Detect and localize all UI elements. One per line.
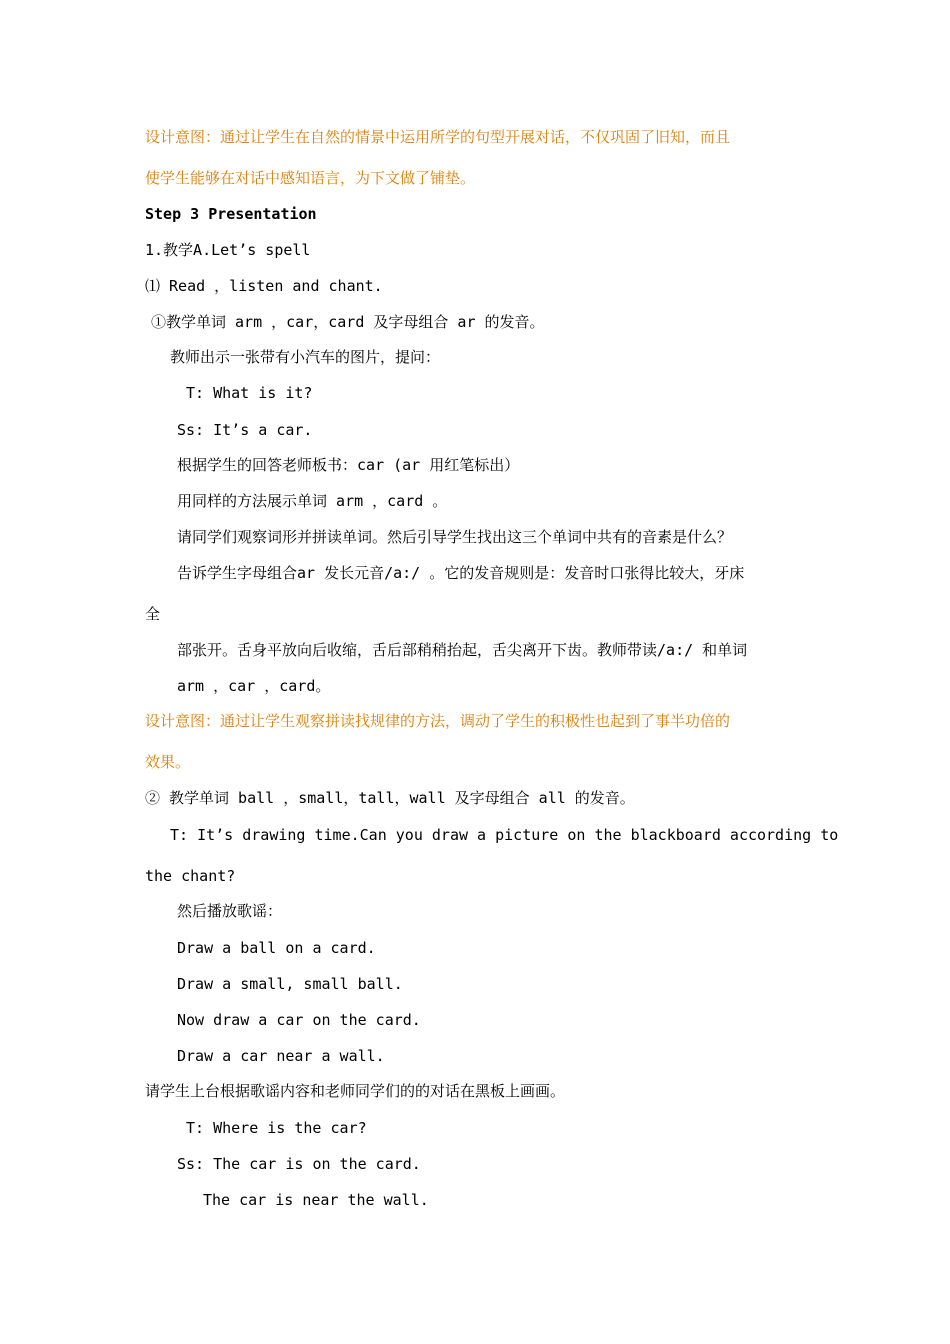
design-intent-2-line2: 效果。 xyxy=(145,753,191,771)
play-chant-note: 然后播放歌谣： xyxy=(177,902,283,920)
chant-line: Draw a small, small ball. xyxy=(177,975,403,993)
point-2-all-words: ② 教学单词 ball ，small，tall，wall 及字母组合 all 的发音。 xyxy=(145,789,635,807)
pronunciation-rule-line2: 全 xyxy=(145,605,161,623)
chant-line: Draw a car near a wall. xyxy=(177,1047,385,1065)
students-draw-instruction: 请学生上台根据歌谣内容和老师同学们的的对话在黑板上画画。 xyxy=(145,1082,566,1100)
pronunciation-rule-line1: 告诉学生字母组合ar 发长元音/a:/ 。它的发音规则是：发音时口张得比较大，牙床 xyxy=(177,564,745,582)
sub-item-read-listen-chant: ⑴ Read ，listen and chant. xyxy=(145,277,383,295)
pronunciation-rule-line3: 部张开。舌身平放向后收缩，舌后部稍稍抬起，舌尖离开下齿。教师带读/a:/ 和单词 xyxy=(177,641,748,659)
drawing-time-line2: the chant? xyxy=(145,867,236,885)
dialog-1-teacher: T: What is it? xyxy=(186,384,313,402)
same-method-note: 用同样的方法展示单词 arm ，card 。 xyxy=(177,492,448,510)
teacher-shows-picture: 教师出示一张带有小汽车的图片，提问： xyxy=(170,348,441,366)
pronunciation-rule-line4: arm ，car ，card。 xyxy=(177,677,331,695)
dialog-1-students: Ss: It’s a car. xyxy=(177,421,313,439)
dialog-2-students-line2: The car is near the wall. xyxy=(203,1191,429,1209)
point-1-ar-words: ①教学单词 arm ，car，card 及字母组合 ar 的发音。 xyxy=(151,313,545,331)
design-intent-1-line2: 使学生能够在对话中感知语言，为下文做了铺垫。 xyxy=(145,169,476,187)
design-intent-2-line1: 设计意图：通过让学生观察拼读找规律的方法，调动了学生的积极性也起到了事半功倍的 xyxy=(145,712,731,730)
step-heading: Step 3 Presentation xyxy=(145,205,317,223)
observe-instruction: 请同学们观察词形并拼读单词。然后引导学生找出这三个单词中共有的音素是什么？ xyxy=(177,528,733,546)
chant-line: Draw a ball on a card. xyxy=(177,939,376,957)
item-1-lets-spell: 1.教学A.Let’s spell xyxy=(145,241,311,259)
design-intent-1-line1: 设计意图：通过让学生在自然的情景中运用所学的句型开展对话，不仅巩固了旧知，而且 xyxy=(145,128,731,146)
dialog-2-students-line1: Ss: The car is on the card. xyxy=(177,1155,421,1173)
chant-line: Now draw a car on the card. xyxy=(177,1011,421,1029)
drawing-time-line1: T: It’s drawing time.Can you draw a picture on the blackboard according to xyxy=(170,826,839,844)
board-note: 根据学生的回答老师板书：car (ar 用红笔标出） xyxy=(177,456,520,474)
dialog-2-teacher: T: Where is the car? xyxy=(186,1119,367,1137)
